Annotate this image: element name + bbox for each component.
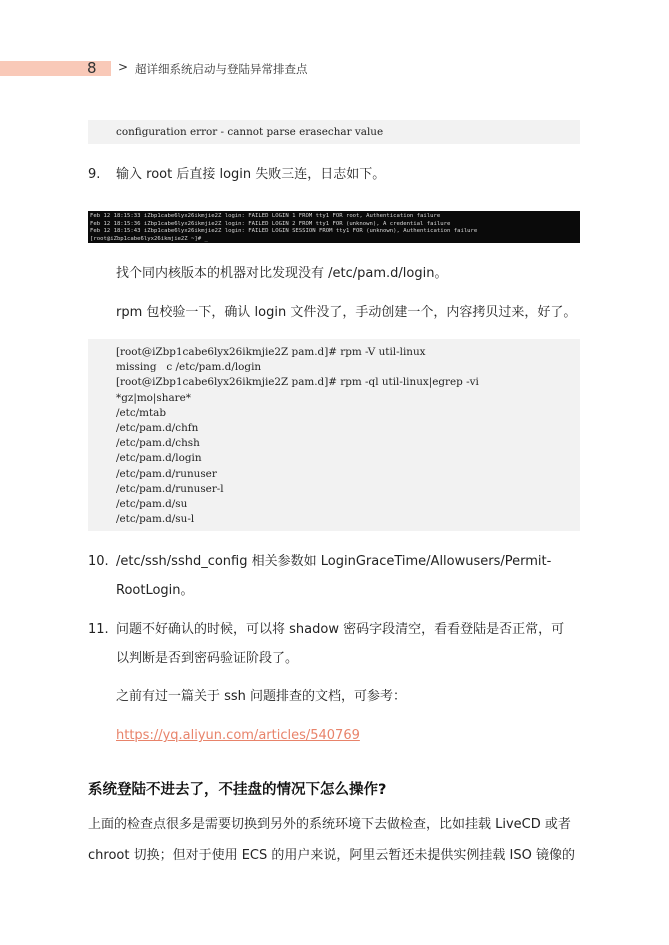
step-10-text-line1: /etc/ssh/sshd_config 相关参数如 LoginGraceTime/Allowusers/Permit- — [116, 554, 552, 569]
code-line: /etc/pam.d/su-l — [116, 513, 195, 526]
step-11-text-line1: 问题不好确认的时候，可以将 shadow 密码字段清空，看看登陆是否正常，可 — [116, 622, 565, 637]
code-line: /etc/pam.d/runuser-l — [116, 482, 224, 495]
code-line: /etc/pam.d/chsh — [116, 437, 200, 450]
code-line: [root@iZbp1cabe6lyx26ikmjie2Z pam.d]# rpm -V util-linux — [116, 346, 426, 358]
code-line: *gz|mo|share* — [116, 391, 191, 404]
code-line: [root@iZbp1cabe6lyx26ikmjie2Z pam.d]# rpm -ql util-linux|egrep -vi — [116, 376, 479, 389]
code-line: /etc/pam.d/runuser — [116, 467, 217, 480]
code-block-rpm — [88, 339, 580, 531]
terminal-line: Feb 12 18:15:36 iZbp1cabe6lyx26ikmjie2Z login: FAILED LOGIN 2 FROM tty1 FOR (unknown), A credential failure — [90, 220, 451, 227]
chapter-title: 超详细系统启动与登陆异常排查点 — [135, 62, 308, 76]
terminal-log-screenshot — [88, 211, 580, 243]
step-9-number: 9. — [88, 167, 101, 182]
step-11-text-line2: 以判断是否到密码验证阶段了。 — [116, 651, 299, 666]
terminal-line: Feb 12 18:15:43 iZbp1cabe6lyx26ikmjie2Z login: FAILED LOGIN SESSION FROM tty1 FOR (unknown), Authentication failure — [90, 228, 478, 235]
body-text-line2: chroot 切换；但对于使用 ECS 的用户来说，阿里云暂还未提供实例挂载 ISO 镜像的 — [88, 848, 575, 863]
breadcrumb-arrow: > — [118, 60, 129, 74]
code-line: /etc/pam.d/su — [116, 497, 188, 510]
paragraph-compare: 找个同内核版本的机器对比发现没有 /etc/pam.d/login。 — [116, 266, 448, 281]
step-9-text: 输入 root 后直接 login 失败三连，日志如下。 — [116, 167, 386, 182]
code-line: missing c /etc/pam.d/login — [116, 361, 262, 374]
article-link[interactable]: https://yq.aliyun.com/articles/540769 — [116, 728, 360, 743]
code-line: /etc/pam.d/chfn — [116, 421, 199, 434]
paragraph-rpm-check: rpm 包校验一下，确认 login 文件没了，手动创建一个，内容拷贝过来，好了。 — [116, 305, 577, 320]
section-heading: 系统登陆不进去了，不挂盘的情况下怎么操作? — [88, 782, 387, 798]
terminal-line: Feb 12 18:15:33 iZbp1cabe6lyx26ikmjie2Z login: FAILED LOGIN 1 FROM tty1 FOR root, Authentication failure — [90, 213, 441, 219]
step-10-number: 10. — [88, 554, 109, 569]
code-line: /etc/mtab — [116, 406, 167, 419]
step-10-text-line2: RootLogin。 — [116, 583, 194, 598]
body-text-line1: 上面的检查点很多是需要切换到另外的系统环境下去做检查，比如挂载 LiveCD 或者 — [88, 817, 571, 832]
page-number: 8 — [87, 59, 97, 77]
code-line: /etc/pam.d/login — [116, 452, 202, 465]
code-block-error — [88, 120, 580, 144]
terminal-line: [root@iZbp1cabe6lyx26ikmjie2Z ~]# _ — [90, 235, 208, 242]
paragraph-reference: 之前有过一篇关于 ssh 问题排查的文档，可参考： — [116, 689, 407, 704]
step-11-number: 11. — [88, 622, 109, 637]
code-line: configuration error - cannot parse erasechar value — [116, 126, 384, 138]
